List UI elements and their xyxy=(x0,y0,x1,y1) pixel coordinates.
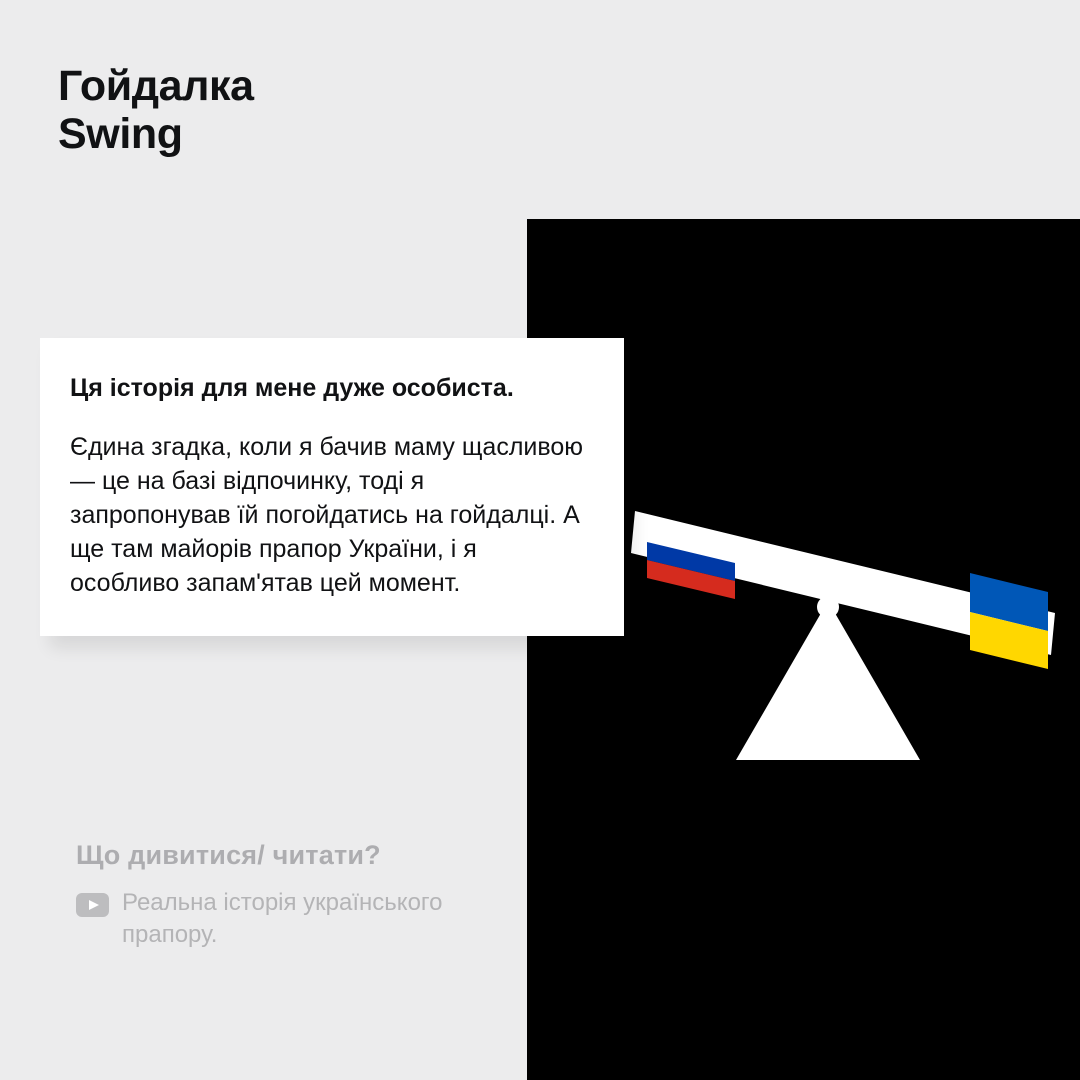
footer-title: Що дивитися/ читати? xyxy=(76,840,381,870)
quote-body: Єдина згадка, коли я бачив маму щасливою — це на базі відпочинку, тоді я запропонував їй погойдатись на гойдалці. А ще там майорів прапор України, і я особливо запам'ятав цей момент. xyxy=(70,433,584,597)
quote-heading: Ця історія для мене дуже особиста. xyxy=(70,374,514,402)
footer xyxy=(76,840,506,951)
youtube-icon xyxy=(76,893,109,917)
footer-link-label[interactable]: Реальна історія українського прапору. xyxy=(122,889,443,948)
quote-card xyxy=(40,338,624,636)
ukraine-flag xyxy=(970,573,1048,669)
seesaw-fulcrum xyxy=(736,596,920,760)
russia-flag xyxy=(647,516,735,599)
title-line-english: Swing xyxy=(58,110,183,159)
title-line-ukrainian: Гойдалка xyxy=(58,62,254,110)
page-title xyxy=(58,62,254,158)
footer-link-row[interactable] xyxy=(76,887,506,951)
